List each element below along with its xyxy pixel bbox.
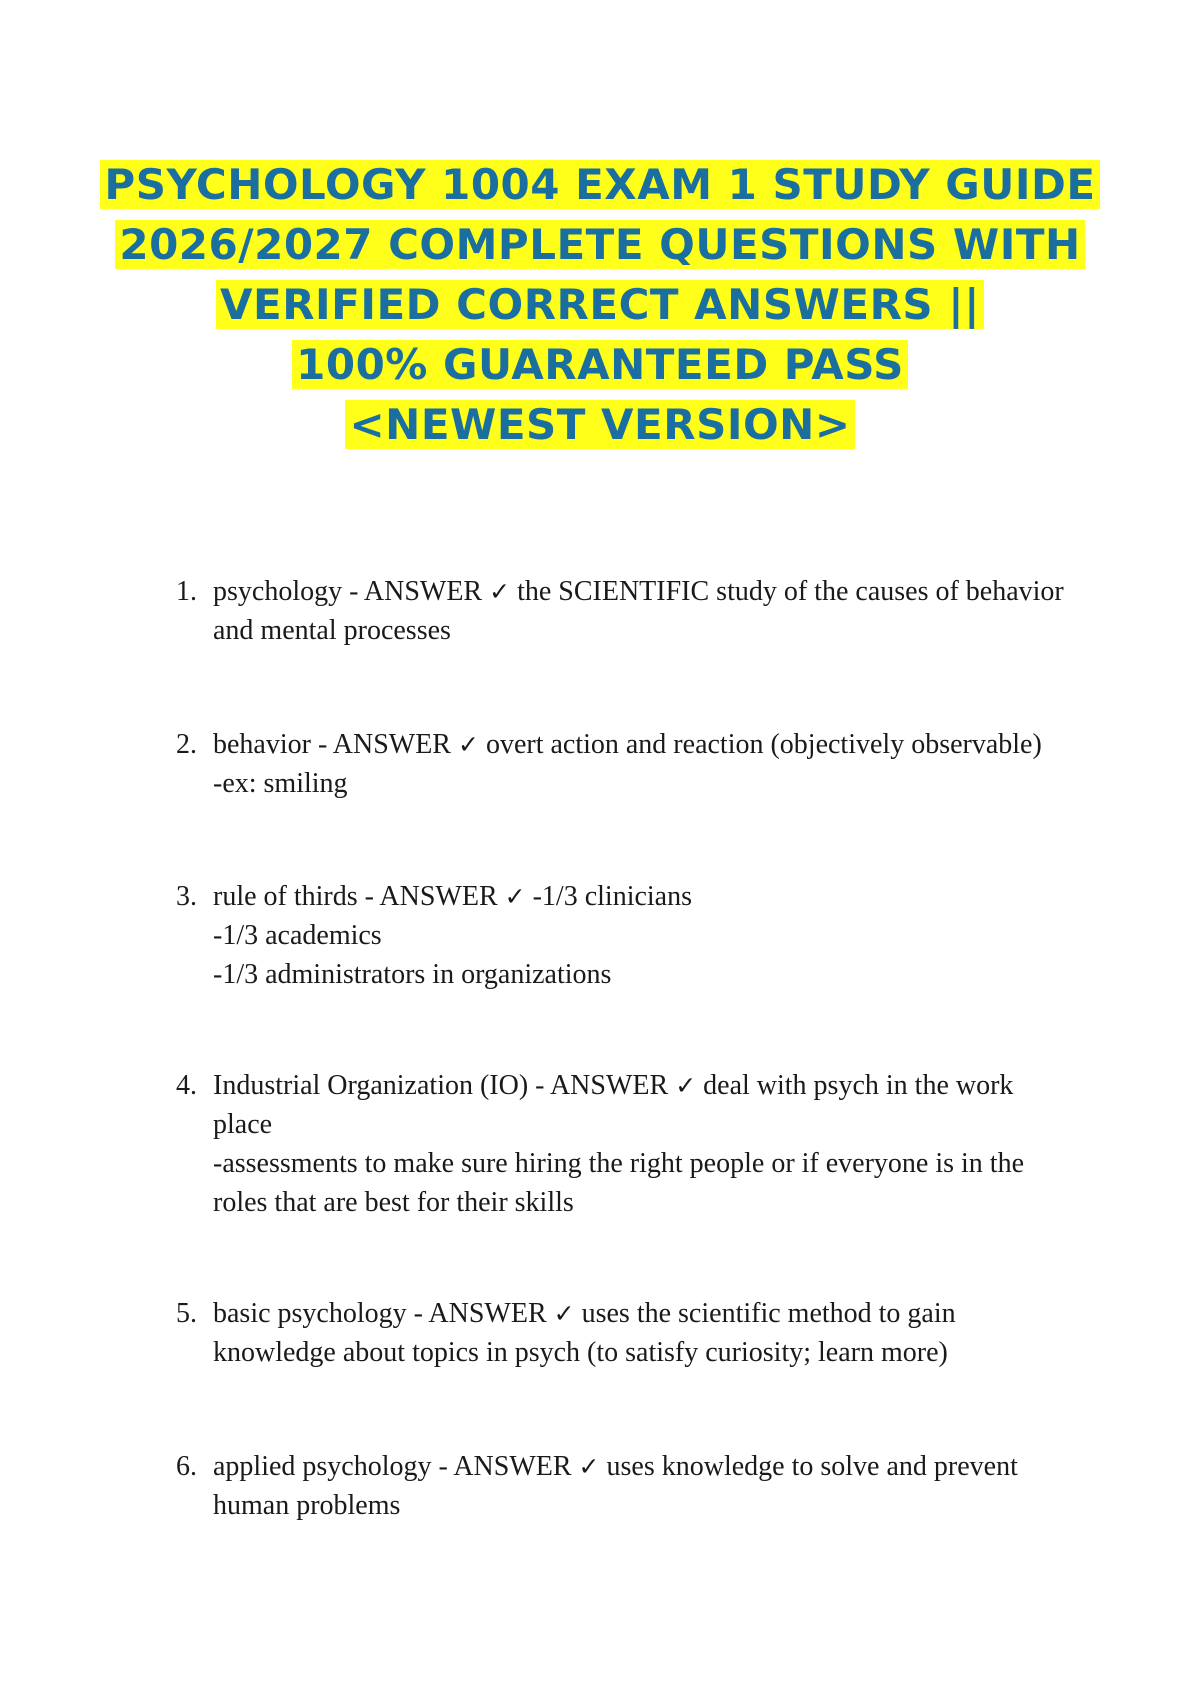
qa-first-line: behavior - ANSWER ✓ overt action and reaction (objectively observable) [213, 729, 1042, 760]
item-number: 3. [176, 881, 197, 912]
qa-body [213, 725, 1083, 803]
answer-marker: ANSWER [379, 881, 498, 912]
answer-marker: ANSWER [549, 1070, 669, 1101]
title-line: <NEWEST VERSION> [0, 395, 1200, 455]
item-number: 5. [176, 1298, 197, 1329]
qa-body [213, 1447, 1083, 1525]
qa-first-line: rule of thirds - ANSWER ✓ -1/3 clinicians [213, 881, 693, 912]
qa-first-line: Industrial Organization (IO) - ANSWER ✓ deal with psych in the work [213, 1070, 1014, 1101]
checkmark-icon: ✓ [457, 730, 479, 759]
term: rule of thirds [213, 881, 358, 912]
qa-body [213, 1066, 1083, 1222]
qa-first-line: basic psychology - ANSWER ✓ uses the scientific method to gain [213, 1298, 956, 1329]
title-line: 100% GUARANTEED PASS [0, 335, 1200, 395]
title-line: PSYCHOLOGY 1004 EXAM 1 STUDY GUIDE [0, 155, 1200, 215]
term: psychology [213, 576, 343, 607]
answer-text: uses the scientific method to gain [581, 1298, 956, 1329]
term: applied psychology [213, 1451, 432, 1482]
item-number: 2. [176, 729, 197, 760]
item-number: 1. [176, 576, 197, 607]
answer-continuation: -ex: smiling [213, 768, 348, 799]
checkmark-icon: ✓ [489, 577, 511, 606]
answer-continuation: roles that are best for their skills [213, 1187, 574, 1218]
answer-continuation: human problems [213, 1490, 401, 1521]
answer-marker: ANSWER [453, 1451, 572, 1482]
term: Industrial Organization (IO) [213, 1070, 529, 1101]
answer-continuation: -1/3 administrators in organizations [213, 959, 612, 990]
answer-continuation: and mental processes [213, 615, 451, 646]
answer-text: deal with psych in the work [703, 1070, 1014, 1101]
qa-body [213, 877, 1083, 994]
answer-continuation: knowledge about topics in psych (to satisfy curiosity; learn more) [213, 1337, 948, 1368]
checkmark-icon: ✓ [553, 1299, 575, 1328]
answer-marker: ANSWER [332, 729, 451, 760]
answer-marker: ANSWER [363, 576, 483, 607]
qa-body [213, 1294, 1083, 1372]
answer-text: overt action and reaction (objectively observable) [485, 729, 1042, 760]
item-number: 6. [176, 1451, 197, 1482]
term: behavior [213, 729, 311, 760]
title-line: VERIFIED CORRECT ANSWERS || [0, 275, 1200, 335]
answer-continuation: -assessments to make sure hiring the right people or if everyone is in the [213, 1148, 1025, 1179]
checkmark-icon: ✓ [504, 882, 526, 911]
qa-first-line: applied psychology - ANSWER ✓ uses knowledge to solve and prevent [213, 1451, 1018, 1482]
title-line: 2026/2027 COMPLETE QUESTIONS WITH [0, 215, 1200, 275]
term: basic psychology [213, 1298, 407, 1329]
answer-marker: ANSWER [428, 1298, 547, 1329]
checkmark-icon: ✓ [675, 1071, 697, 1100]
answer-text: uses knowledge to solve and prevent [606, 1451, 1018, 1482]
answer-continuation: -1/3 academics [213, 920, 382, 951]
checkmark-icon: ✓ [578, 1452, 600, 1481]
answer-continuation: place [213, 1109, 273, 1140]
answer-text: the SCIENTIFIC study of the causes of behavior [517, 576, 1064, 607]
qa-first-line: psychology - ANSWER ✓ the SCIENTIFIC study of the causes of behavior [213, 576, 1064, 607]
answer-text: -1/3 clinicians [532, 881, 693, 912]
item-number: 4. [176, 1070, 197, 1101]
qa-body [213, 572, 1083, 650]
